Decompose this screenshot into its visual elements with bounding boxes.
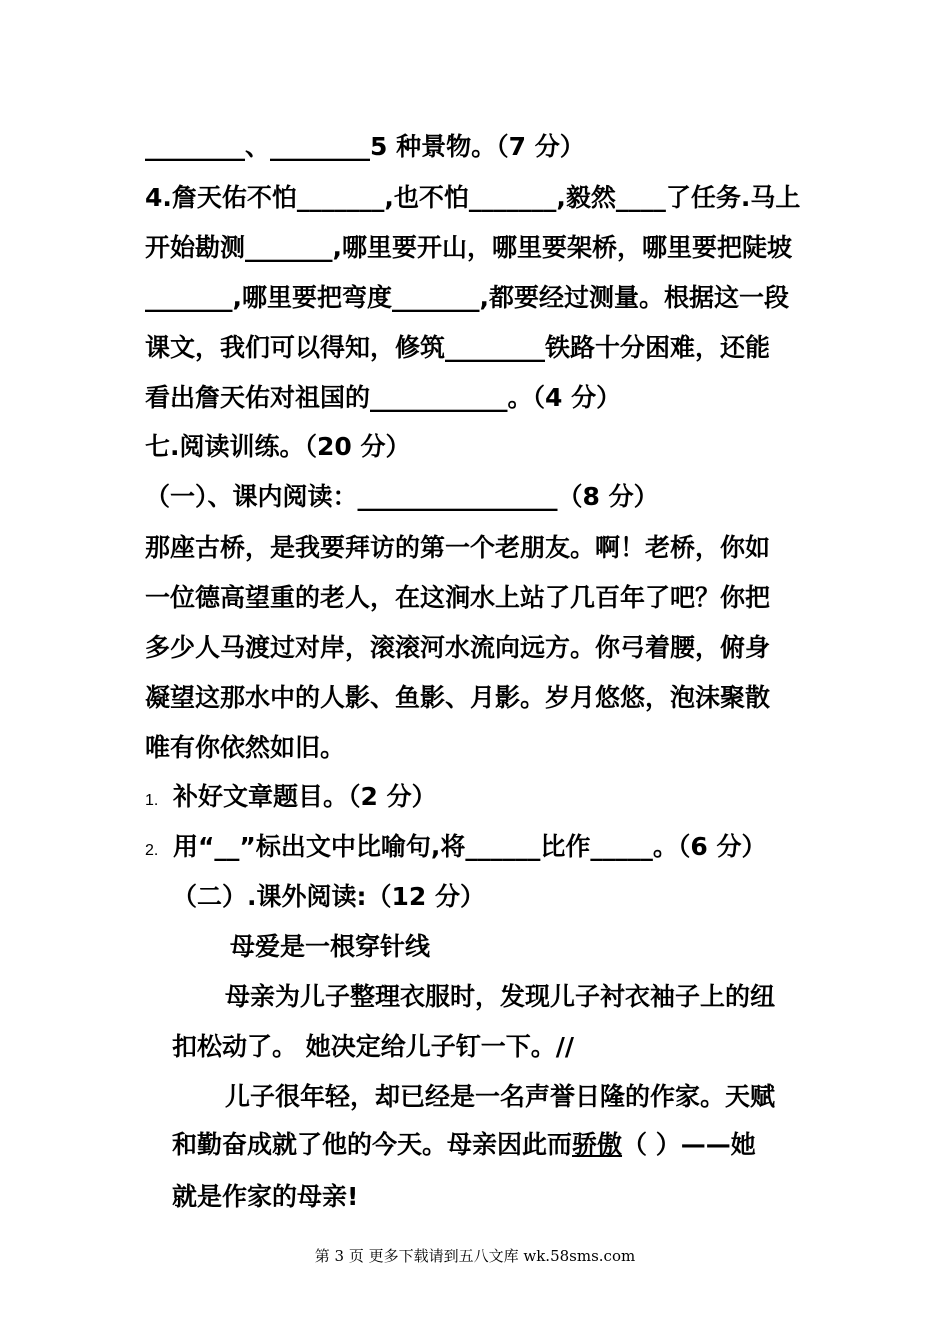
question-2 — [145, 830, 766, 868]
passage-line: 那座古桥，是我要拜访的第一个老朋友。啊！老桥，你如 — [145, 533, 771, 562]
article-line: 扣松动了。 她决定给儿子钉一下。// — [172, 1032, 574, 1061]
subsection-1-heading: （一）、课内阅读：________________（8 分） — [145, 482, 659, 511]
article-text: （ ）——她 — [622, 1130, 756, 1159]
question-2-number: 2. — [145, 842, 159, 859]
text-line: ________、________5 种景物。（7 分） — [145, 132, 585, 161]
article-line: 就是作家的母亲! — [172, 1182, 359, 1211]
question-1-text: 补好文章题目。（2 分） — [173, 782, 437, 811]
underlined-word: 骄傲 — [572, 1130, 623, 1159]
question-4-line-4: 课文，我们可以得知，修筑________铁路十分困难，还能 — [145, 333, 771, 362]
question-4-line-5: 看出詹天佑对祖国的___________。（4 分） — [145, 383, 622, 412]
passage-line: 一位德高望重的老人，在这涧水上站了几百年了吧？你把 — [145, 583, 771, 612]
passage-line: 唯有你依然如旧。 — [145, 733, 346, 762]
question-1-number: 1. — [145, 792, 159, 809]
article-line: 儿子很年轻，却已经是一名声誉日隆的作家。天赋 — [225, 1082, 776, 1111]
passage-line: 多少人马渡过对岸，滚滚河水流向远方。你弓着腰，俯身 — [145, 633, 771, 662]
article-line: 母亲为儿子整理衣服时，发现儿子衬衣袖子上的纽 — [225, 982, 776, 1011]
subsection-2-heading: （二）.课外阅读:（12 分） — [172, 882, 485, 911]
question-1 — [145, 780, 437, 818]
section-7-heading: 七.阅读训练。（20 分） — [145, 432, 411, 461]
article-line — [172, 1128, 756, 1162]
page-footer: 第 3 页 更多下载请到五八文库 wk.58sms.com — [314, 1247, 636, 1265]
question-4-line-2: 开始勘测_______,哪里要开山，哪里要架桥，哪里要把陡坡 — [145, 233, 792, 262]
article-title: 母爱是一根穿针线 — [230, 932, 431, 961]
passage-line: 凝望这那水中的人影、鱼影、月影。岁月悠悠，泡沫聚散 — [145, 683, 771, 712]
question-4-line-3: _______,哪里要把弯度_______,都要经过测量。根据这一段 — [145, 283, 789, 312]
article-text: 和勤奋成就了他的今天。母亲因此而 — [172, 1130, 573, 1159]
question-2-text: 用“__”标出文中比喻句,将______比作_____。（6 分） — [173, 832, 767, 861]
question-4-line-1: 4.詹天佑不怕_______,也不怕_______,毅然____了任务.马上 — [145, 183, 801, 212]
